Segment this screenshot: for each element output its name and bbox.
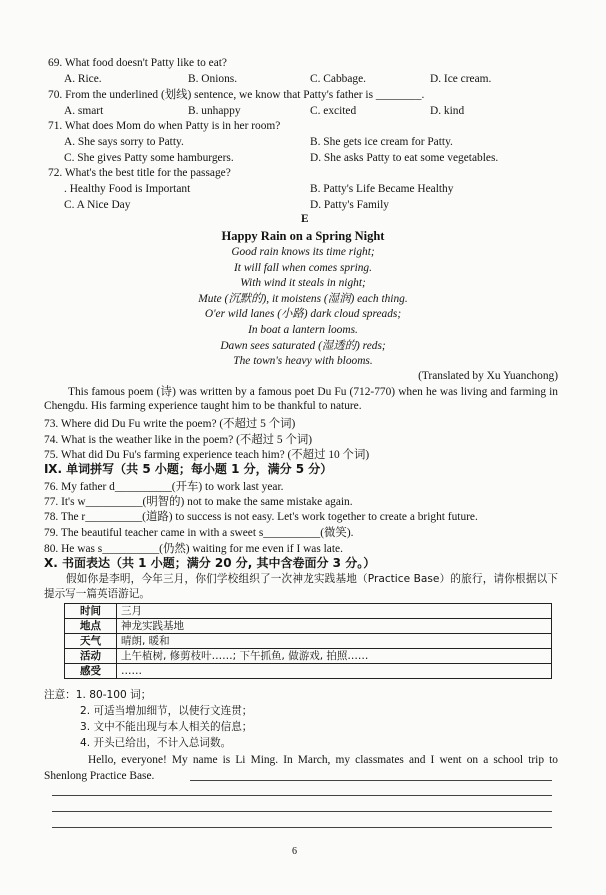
question-70: 70. From the underlined (划线) sentence, we know that Patty's father is ________. bbox=[48, 89, 425, 101]
question-71: 71. What does Mom do when Patty is in her room? bbox=[48, 120, 281, 132]
poem-title: Happy Rain on a Spring Night bbox=[221, 229, 385, 243]
poem-line: In boat a lantern looms. bbox=[248, 324, 358, 336]
note-line: 4. 开头已给出，不计入总词数。 bbox=[80, 737, 232, 749]
table-row bbox=[65, 649, 552, 664]
trip-info-table bbox=[64, 603, 552, 679]
translator-credit: (Translated by Xu Yuanchong) bbox=[418, 370, 558, 382]
q71-option-c: C. She gives Patty some hamburgers. bbox=[64, 152, 234, 164]
note-line: 注意：1. 80-100 词； bbox=[44, 689, 152, 701]
table-key: 活动 bbox=[65, 649, 117, 664]
q70-option-c: C. excited bbox=[310, 105, 357, 117]
question-78: 78. The r__________(道路) to success is not easy. Let's work together to create a bright future. bbox=[44, 511, 478, 523]
q70-option-a: A. smart bbox=[64, 105, 104, 117]
note-line: 2. 可适当增加细节，以使行文连贯； bbox=[80, 705, 253, 717]
writing-line[interactable] bbox=[52, 827, 552, 828]
q69-option-a: A. Rice. bbox=[64, 73, 102, 85]
question-73: 73. Where did Du Fu write the poem? (不超过 5 个词) bbox=[44, 418, 296, 430]
table-value: …… bbox=[117, 664, 552, 679]
q70-option-b: B. unhappy bbox=[188, 105, 241, 117]
writing-line[interactable] bbox=[52, 795, 552, 796]
q71-option-d: D. She asks Patty to eat some vegetables. bbox=[310, 152, 499, 164]
q69-option-b: B. Onions. bbox=[188, 73, 238, 85]
table-value: 晴朗, 暖和 bbox=[117, 634, 552, 649]
poem-line: O'er wild lanes (小路) dark cloud spreads; bbox=[204, 308, 402, 320]
q72-option-b: B. Patty's Life Became Healthy bbox=[310, 183, 454, 195]
q72-option-a: . Healthy Food is Important bbox=[64, 183, 191, 195]
writing-line[interactable] bbox=[52, 811, 552, 812]
table-key: 天气 bbox=[65, 634, 117, 649]
poem-line: Dawn sees saturated (湿透的) reds; bbox=[220, 340, 386, 352]
question-76: 76. My father d__________(开车) to work last year. bbox=[44, 481, 284, 493]
poem-line: The town's heavy with blooms. bbox=[233, 355, 373, 367]
table-row bbox=[65, 604, 552, 619]
question-69: 69. What food doesn't Patty like to eat? bbox=[48, 57, 227, 69]
table-key: 感受 bbox=[65, 664, 117, 679]
poem-line: Good rain knows its time right; bbox=[231, 246, 375, 258]
table-row bbox=[65, 619, 552, 634]
table-value: 神龙实践基地 bbox=[117, 619, 552, 634]
question-74: 74. What is the weather like in the poem? (不超过 5 个词) bbox=[44, 434, 313, 446]
q69-option-c: C. Cabbage. bbox=[310, 73, 366, 85]
poem-line: With wind it steals in night; bbox=[240, 277, 366, 289]
q72-option-c: C. A Nice Day bbox=[64, 199, 131, 211]
poem-line: Mute (沉默的), it moistens (湿润) each thing. bbox=[198, 293, 408, 305]
question-75: 75. What did Du Fu's farming experience teach him? (不超过 10 个词) bbox=[44, 449, 370, 461]
table-key: 时间 bbox=[65, 604, 117, 619]
poem-line: It will fall when comes spring. bbox=[234, 262, 372, 274]
q71-option-b: B. She gets ice cream for Patty. bbox=[310, 136, 453, 148]
writing-prompt: 假如你是李明，今年三月，你们学校组织了一次神龙实践基地（Practice Base）的旅行，请你根据以下提示写一篇英语游记。 bbox=[44, 573, 558, 600]
note-line: 3. 文中不能出现与本人相关的信息； bbox=[80, 721, 253, 733]
table-row bbox=[65, 664, 552, 679]
passage-letter: E bbox=[301, 213, 309, 225]
section-10-heading: Ⅹ. 书面表达（共 1 小题；满分 20 分, 其中含卷面分 3 分。） bbox=[44, 556, 376, 570]
question-72: 72. What's the best title for the passage? bbox=[48, 167, 231, 179]
q72-option-d: D. Patty's Family bbox=[310, 199, 389, 211]
question-80: 80. He was s__________(仍然) waiting for me even if I was late. bbox=[44, 543, 343, 555]
q71-option-a: A. She says sorry to Patty. bbox=[64, 136, 184, 148]
passage-paragraph: This famous poem (诗) was written by a famous poet Du Fu (712-770) when he was living and farming in Chengdu. His farming experience taught him to be thankful to nature. bbox=[44, 386, 558, 413]
question-77: 77. It's w__________(明智的) not to make the same mistake again. bbox=[44, 496, 353, 508]
table-row bbox=[65, 634, 552, 649]
essay-opening: Hello, everyone! My name is Li Ming. In March, my classmates and I went on a school trip to Shenlong Practice Base. bbox=[44, 754, 558, 782]
question-79: 79. The beautiful teacher came in with a sweet s__________(微笑). bbox=[44, 527, 354, 539]
table-value: 三月 bbox=[117, 604, 552, 619]
table-value: 上午植树, 修剪枝叶……; 下午抓鱼, 做游戏, 拍照…… bbox=[117, 649, 552, 664]
section-9-heading: Ⅸ. 单词拼写（共 5 小题；每小题 1 分，满分 5 分） bbox=[44, 462, 333, 476]
q69-option-d: D. Ice cream. bbox=[430, 73, 492, 85]
page-number: 6 bbox=[292, 846, 297, 857]
q70-option-d: D. kind bbox=[430, 105, 465, 117]
table-key: 地点 bbox=[65, 619, 117, 634]
writing-line[interactable] bbox=[190, 780, 552, 781]
